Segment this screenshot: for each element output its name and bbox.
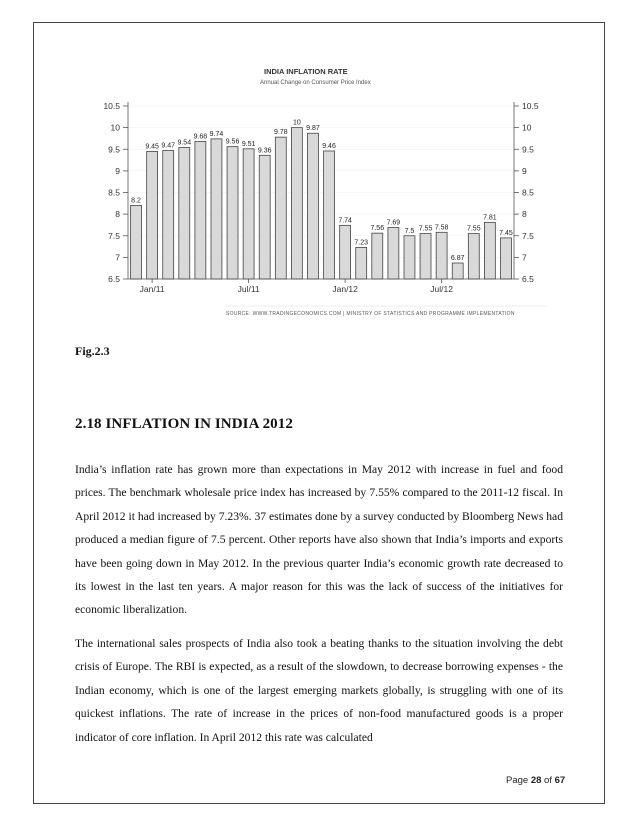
bar [227, 147, 238, 279]
y-tick-label-left: 10.5 [103, 101, 120, 111]
bar-value-label: 6.87 [450, 254, 465, 262]
bar [131, 205, 142, 279]
bar [179, 148, 190, 279]
y-tick-label-right: 8.5 [522, 187, 534, 198]
x-tick-label: Jan/11 [139, 284, 165, 294]
bar-value-label: 7.74 [338, 217, 352, 225]
bar-value-label: 7.58 [434, 224, 449, 232]
chart-svg [86, 50, 556, 322]
chart-source: SOURCE: WWW.TRADINGECONOMICS.COM | MINISTRY OF STATISTICS AND PROGRAMME IMPLEMENTATION [226, 311, 515, 317]
bar [307, 133, 318, 279]
bar-value-label: 7.23 [354, 239, 369, 247]
bar [452, 263, 463, 279]
bar-value-label: 9.74 [209, 130, 224, 138]
bar-value-label: 9.68 [193, 133, 208, 141]
chart-title: INDIA INFLATION RATE [264, 67, 348, 76]
bar [372, 233, 383, 279]
bar [500, 238, 511, 279]
y-tick-label-left: 6.5 [108, 274, 120, 284]
bar-value-label: 7.45 [499, 229, 513, 237]
bar-value-label: 7.69 [386, 219, 401, 227]
bar [404, 236, 415, 279]
y-tick-label-left: 10 [110, 122, 120, 133]
x-tick-label: Jul/12 [430, 284, 453, 294]
bar-value-label: 9.87 [306, 125, 320, 133]
figure-caption: Fig.2.3 [75, 344, 110, 358]
bar [163, 151, 174, 279]
bar [468, 234, 479, 279]
page-total: 67 [554, 775, 566, 786]
paragraph-2 [75, 632, 563, 749]
y-tick-label-left: 9.5 [108, 144, 120, 155]
y-tick-label-right: 10.5 [522, 101, 539, 111]
bar [195, 141, 206, 279]
bar [420, 234, 431, 279]
bar-value-label: 7.5 [404, 227, 415, 235]
y-tick-label-right: 6.5 [522, 274, 534, 284]
bar-value-label: 8.2 [131, 197, 141, 205]
inflation-chart [86, 50, 556, 322]
bar [484, 222, 495, 279]
y-tick-label-right: 10 [522, 122, 532, 133]
bar [259, 155, 270, 279]
page-footer [506, 775, 565, 786]
bar-value-label: 7.55 [418, 225, 433, 233]
section-heading: 2.18 INFLATION IN INDIA 2012 [75, 416, 293, 432]
chart-subtitle: Annual Change on Consumer Price Index [260, 80, 371, 86]
y-tick-label-left: 8.5 [108, 187, 120, 198]
x-tick-label: Jul/11 [237, 284, 260, 294]
bar [340, 225, 351, 279]
paragraph-text: The international sales prospects of India also took a beating thanks to the situation involving the debt crisis of Europe. The RBI is expected, as a result of the slowdown, to decrease borrowing expenses - the Indian economy, which is one of the largest emerging markets globally, is struggling with one of its quickest inflations. The rate of increase in the prices of non-food manufactured goods is a proper indicator of core inflation. In April 2012 this rate was calculated [75, 637, 563, 744]
x-tick-label: Jan/12 [332, 284, 358, 294]
page-word: Page [506, 775, 529, 786]
bar-value-label: 9.47 [161, 142, 176, 150]
of-word: of [544, 775, 552, 786]
y-tick-label-right: 9.5 [522, 144, 534, 155]
y-tick-label-right: 7.5 [522, 230, 534, 241]
bar-value-label: 7.56 [370, 225, 385, 233]
bar [243, 149, 254, 279]
bar [275, 137, 286, 279]
paragraph-text: India’s inflation rate has grown more than expectations in May 2012 with increase in fuel and food prices. The benchmark wholesale price index has increased by 7.55% compared to the 2011-12 fiscal. In April 2012 it had increased by 7.23%. 37 estimates done by a survey conducted by Bloomberg News had produced a median figure of 7.5 percent. Other reports have also shown that India’s imports and exports have been going down in May 2012. In the previous quarter India’s economic growth rate decreased to its lowest in the last ten years. A major reason for this was the lack of success of the initiatives for economic liberalization. [75, 463, 563, 617]
bar-value-label: 9.78 [273, 129, 288, 137]
bar-value-label: 9.54 [177, 139, 192, 147]
y-tick-label-left: 8 [115, 209, 120, 220]
bar [291, 128, 302, 279]
bar [211, 139, 222, 279]
bar [147, 151, 158, 279]
y-tick-label-right: 8 [522, 209, 527, 220]
bar-value-label: 7.81 [483, 214, 497, 222]
bar-value-label: 9.45 [145, 143, 159, 151]
bar [356, 247, 367, 279]
bar-value-label: 9.36 [257, 147, 272, 155]
y-tick-label-left: 7 [115, 252, 120, 263]
y-tick-label-left: 9 [115, 165, 120, 176]
y-tick-label-right: 7 [522, 252, 527, 263]
bar-value-label: 7.55 [466, 225, 481, 233]
bar [388, 228, 399, 279]
bar-value-label: 9.51 [241, 140, 256, 148]
paragraph-1 [75, 458, 563, 622]
y-tick-label-left: 7.5 [108, 230, 120, 241]
bar-value-label: 9.46 [322, 142, 336, 150]
bar-value-label: 10 [292, 119, 301, 127]
y-tick-label-right: 9 [522, 165, 527, 176]
page-number: 28 [530, 775, 542, 786]
bar-value-label: 9.56 [225, 138, 240, 146]
bar [436, 232, 447, 279]
bar [324, 151, 335, 279]
